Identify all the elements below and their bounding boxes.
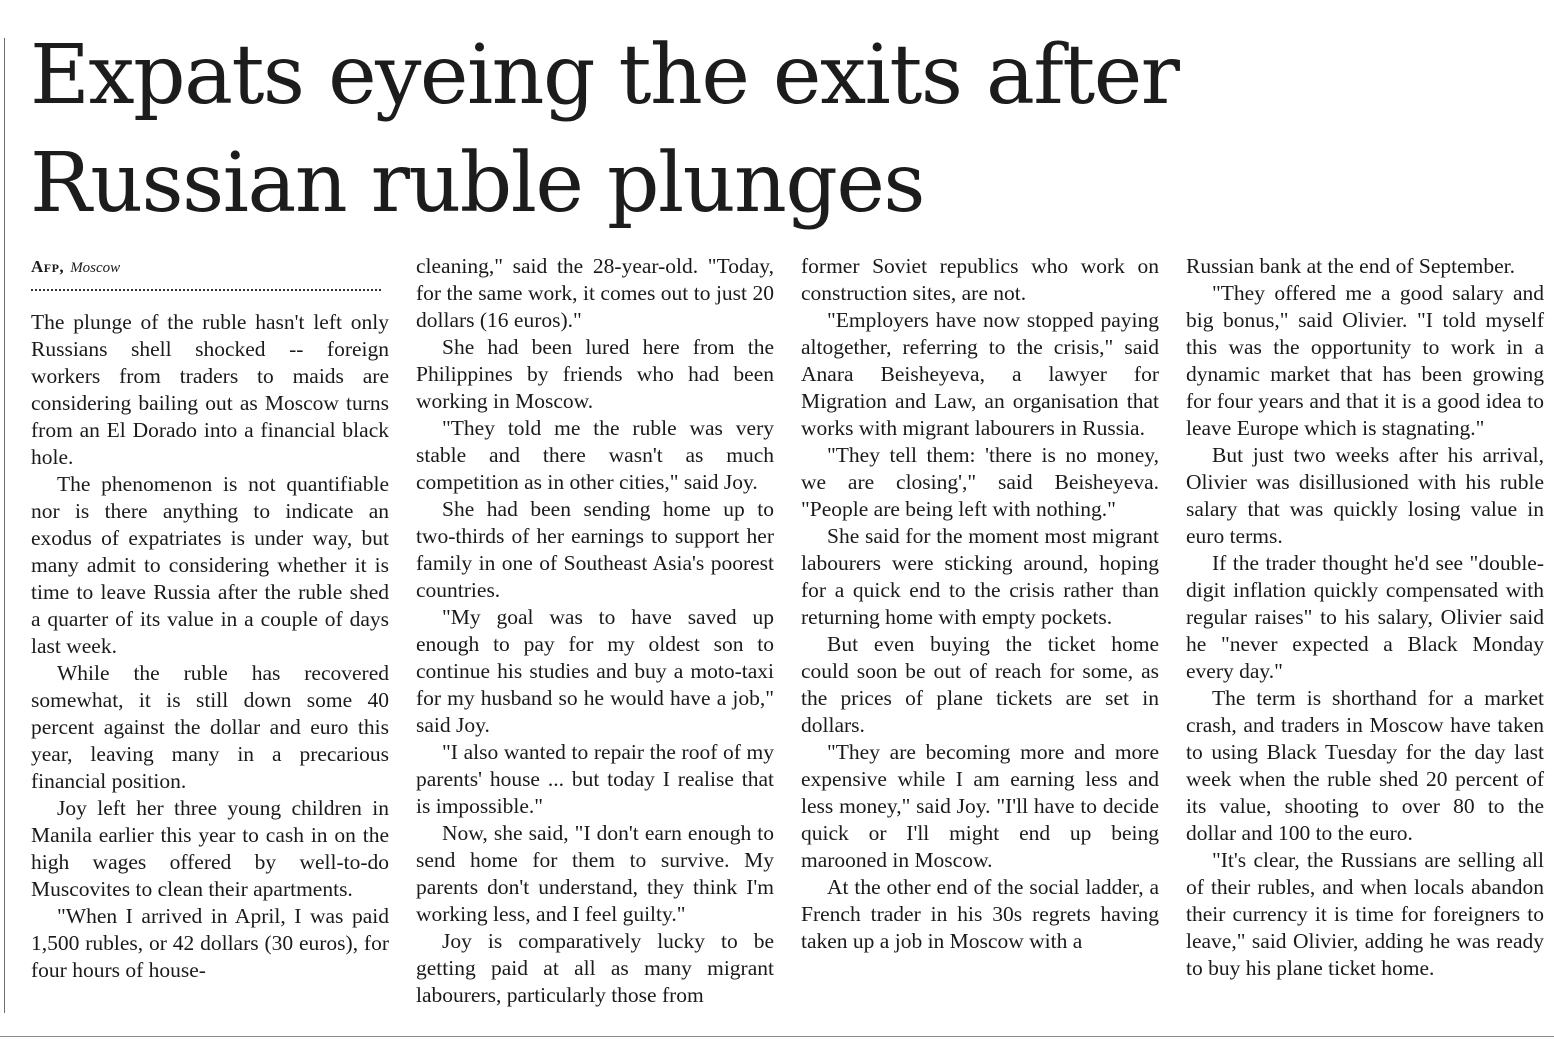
paragraph: Now, she said, "I don't earn enough to send home for them to survive. My parents don't understand, they think I'm working less, and I feel guilty." (416, 821, 774, 926)
paragraph: If the trader thought he'd see "double-digit inflation quickly compensated with regular raises" to his salary, Olivier said he "never expected a Black Monday every day." (1186, 551, 1544, 683)
paragraph: The phenomenon is not quantifiable nor is there anything to indicate an exodus of expatriates is under way, but many admit to considering whether it is time to leave Russia after the ruble shed a quarter of its value in a couple of days last week. (31, 472, 389, 658)
paragraph: "They are becoming more and more expensive while I am earning less and less money," said Joy. "I'll have to decide quick or I'll might end up being marooned in Moscow. (801, 740, 1159, 872)
bottom-rule (0, 1036, 1554, 1037)
article-column-2 (416, 253, 774, 1009)
paragraph: "My goal was to have saved up enough to pay for my oldest son to continue his studies and buy a moto-taxi for my husband so he would have a job," said Joy. (416, 605, 774, 737)
paragraph: While the ruble has recovered somewhat, it is still down some 40 percent against the dollar and euro this year, leaving many in a precarious financial position. (31, 661, 389, 793)
byline-dotted-rule (31, 272, 381, 291)
paragraph: cleaning," said the 28-year-old. "Today, for the same work, it comes out to just 20 dollars (16 euros)." (416, 254, 774, 332)
byline-agency: Afp, (31, 257, 65, 276)
paragraph: At the other end of the social ladder, a French trader in his 30s regrets having taken up a job in Moscow with a (801, 875, 1159, 953)
paragraph: "Employers have now stopped paying altogether, referring to the crisis," said Anara Beisheyeva, a lawyer for Migration and Law, an organisation that works with migrant labourers in Russia. (801, 308, 1159, 440)
paragraph: She had been lured here from the Philippines by friends who had been working in Moscow. (416, 335, 774, 413)
paragraph: The plunge of the ruble hasn't left only Russians shell shocked -- foreign workers from traders to maids are considering bailing out as Moscow turns from an El Dorado into a financial black hole. (31, 310, 389, 469)
paragraph: "When I arrived in April, I was paid 1,500 rubles, or 42 dollars (30 euros), for four hours of house- (31, 904, 389, 982)
paragraph: "They offered me a good salary and big bonus," said Olivier. "I told myself this was the opportunity to work in a dynamic market that has been growing for four years and that it is a good idea to leave Europe which is stagnating." (1186, 281, 1544, 440)
paragraph: But just two weeks after his arrival, Olivier was disillusioned with his ruble salary that was quickly losing value in euro terms. (1186, 443, 1544, 548)
article-column-3 (801, 253, 1159, 955)
paragraph: Joy is comparatively lucky to be getting paid at all as many migrant labourers, particularly those from (416, 929, 774, 1007)
byline (31, 253, 389, 309)
headline-line-1: Expats eyeing the exits after (30, 28, 1179, 123)
left-column-rule (4, 38, 5, 1013)
headline-line-2: Russian ruble plunges (30, 136, 924, 231)
paragraph: "They tell them: 'there is no money, we are closing'," said Beisheyeva. "People are being left with nothing." (801, 443, 1159, 521)
paragraph: "They told me the ruble was very stable and there wasn't as much competition as in other cities," said Joy. (416, 416, 774, 494)
paragraph: She had been sending home up to two-thirds of her earnings to support her family in one of Southeast Asia's poorest countries. (416, 497, 774, 602)
byline-location: Moscow (70, 260, 121, 276)
headline (30, 22, 1530, 238)
paragraph: former Soviet republics who work on construction sites, are not. (801, 254, 1159, 305)
paragraph: Joy left her three young children in Manila earlier this year to cash in on the high wages offered by well-to-do Muscovites to clean their apartments. (31, 796, 389, 901)
article-column-4 (1186, 253, 1544, 982)
paragraph: "It's clear, the Russians are selling all of their rubles, and when locals abandon their currency it is time for foreigners to leave," said Olivier, adding he was ready to buy his plane ticket home. (1186, 848, 1544, 980)
paragraph: But even buying the ticket home could soon be out of reach for some, as the prices of plane tickets are set in dollars. (801, 632, 1159, 737)
paragraph: "I also wanted to repair the roof of my parents' house ... but today I realise that is impossible." (416, 740, 774, 818)
paragraph: Russian bank at the end of September. (1186, 254, 1515, 278)
paragraph: She said for the moment most migrant labourers were sticking around, hoping for a quick end to the crisis rather than returning home with empty pockets. (801, 524, 1159, 629)
article-column-1 (31, 253, 389, 984)
paragraph: The term is shorthand for a market crash, and traders in Moscow have taken to using Black Tuesday for the day last week when the ruble shed 20 percent of its value, shooting to over 80 to the dollar and 100 to the euro. (1186, 686, 1544, 845)
